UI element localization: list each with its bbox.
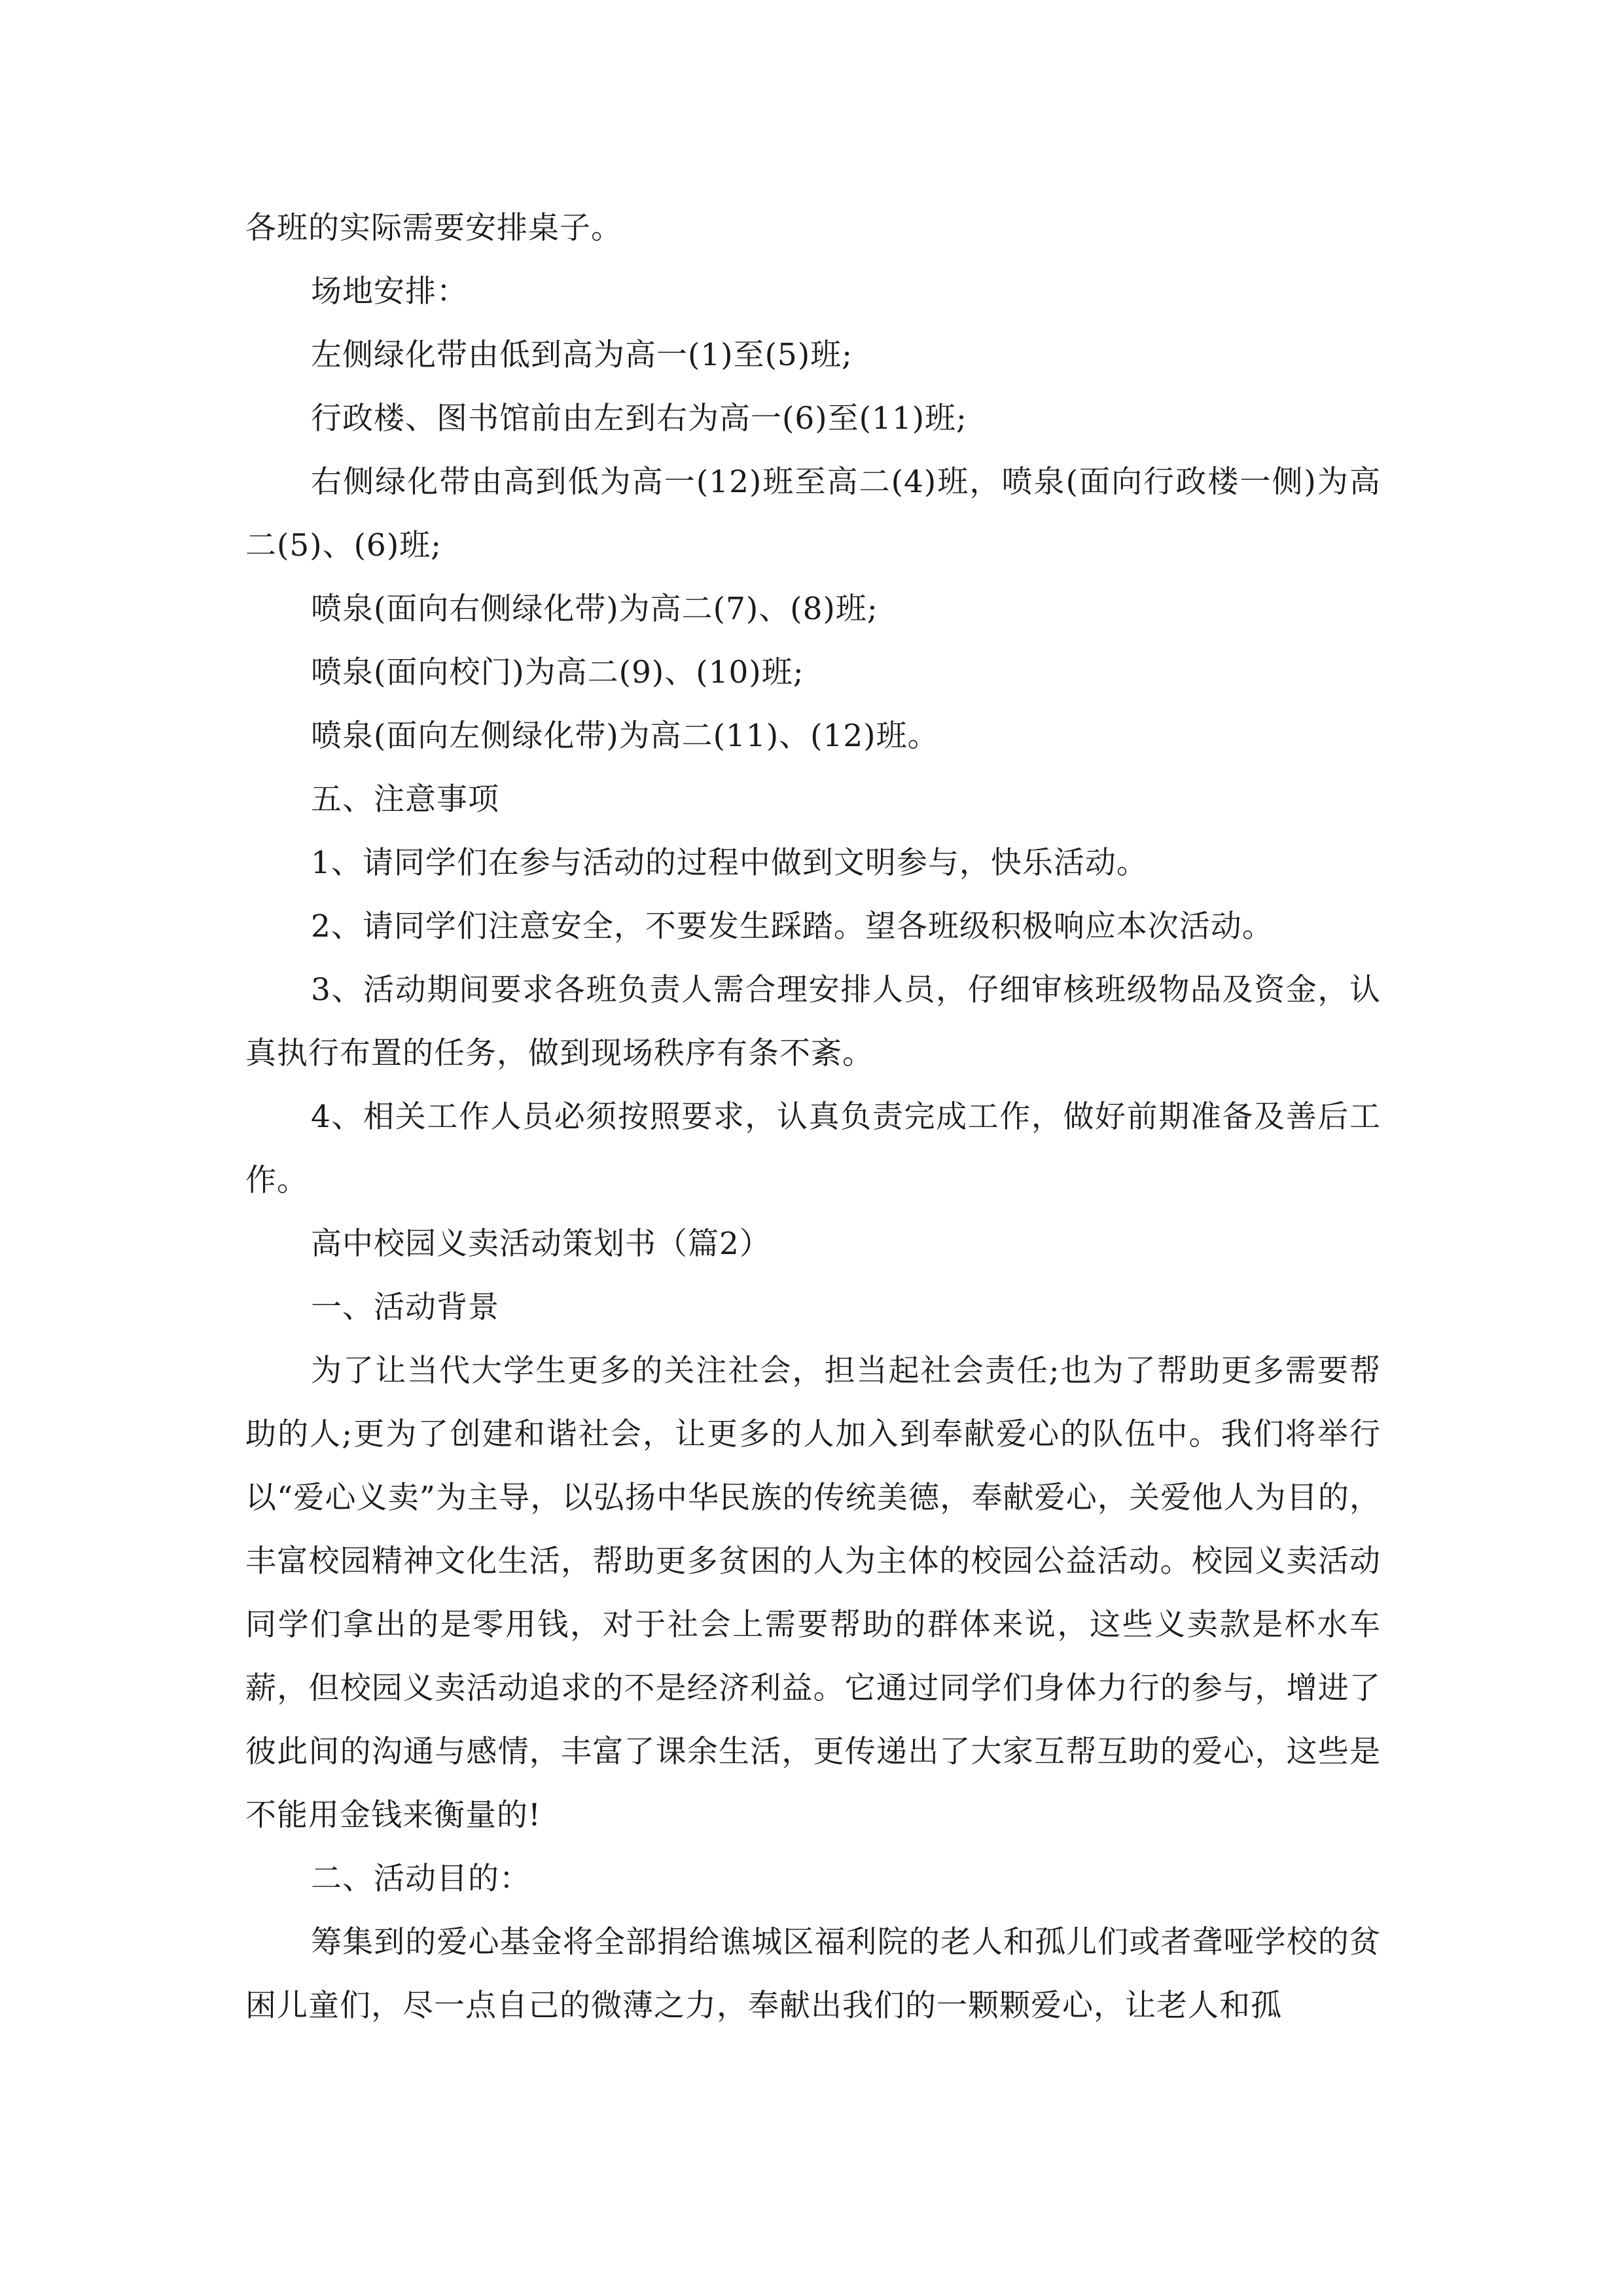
paragraph-fountain-right: 喷泉(面向右侧绿化带)为高二(7)、(8)班; bbox=[311, 591, 878, 627]
paragraph-fountain-gate: 喷泉(面向校门)为高二(9)、(10)班; bbox=[311, 655, 804, 691]
note-item-2: 2、请同学们注意安全，不要发生踩踏。望各班级积极响应本次活动。 bbox=[311, 908, 1274, 944]
section-heading-background: 一、活动背景 bbox=[311, 1289, 499, 1325]
note-item-4: 4、相关工作人员必须按照要求，认真负责完成工作，做好前期准备及善后工作。 bbox=[245, 1099, 1381, 1198]
paragraph-background: 为了让当代大学生更多的关注社会，担当起社会责任;也为了帮助更多需要帮助的人;更为了创建和谐社会，让更多的人加入到奉献爱心的队伍中。我们将举行以“爱心义卖”为主导，以弘扬中华民族的传统美德，奉献爱心，关爱他人为目的，丰富校园精神文化生活，帮助更多贫困的人为主体的校园公益活动。校园义卖活动同学们拿出的是零用钱，对于社会上需要帮助的群体来说，这些义卖款是杯水车薪，但校园义卖活动追求的不是经济利益。它通过同学们身体力行的参与，增进了彼此间的沟通与感情，丰富了课余生活，更传递出了大家互帮互助的爱心，这些是不能用金钱来衡量的! bbox=[245, 1353, 1381, 1833]
paragraph-venue-heading: 场地安排： bbox=[311, 274, 468, 310]
paragraph-venue-left: 左侧绿化带由低到高为高一(1)至(5)班; bbox=[311, 337, 853, 373]
document-body bbox=[245, 196, 1381, 2037]
paragraph-fountain-left: 喷泉(面向左侧绿化带)为高二(11)、(12)班。 bbox=[311, 718, 939, 754]
paragraph-venue-right: 右侧绿化带由高到低为高一(12)班至高二(4)班，喷泉(面向行政楼一侧)为高二(5)、(6)班; bbox=[245, 464, 1381, 564]
document-subtitle: 高中校园义卖活动策划书（篇2） bbox=[311, 1226, 771, 1262]
note-item-1: 1、请同学们在参与活动的过程中做到文明参与，快乐活动。 bbox=[311, 845, 1148, 881]
section-heading-purpose: 二、活动目的： bbox=[311, 1861, 531, 1897]
paragraph-1: 各班的实际需要安排桌子。 bbox=[245, 210, 622, 246]
paragraph-purpose: 筹集到的爱心基金将全部捐给谯城区福利院的老人和孤儿们或者聋哑学校的贫困儿童们，尽一点自己的微薄之力，奉献出我们的一颗颗爱心，让老人和孤 bbox=[245, 1924, 1381, 2024]
section-heading-notes: 五、注意事项 bbox=[311, 781, 499, 817]
note-item-3: 3、活动期间要求各班负责人需合理安排人员，仔细审核班级物品及资金，认真执行布置的任务，做到现场秩序有条不紊。 bbox=[245, 972, 1381, 1071]
paragraph-venue-admin: 行政楼、图书馆前由左到右为高一(6)至(11)班; bbox=[311, 401, 967, 437]
